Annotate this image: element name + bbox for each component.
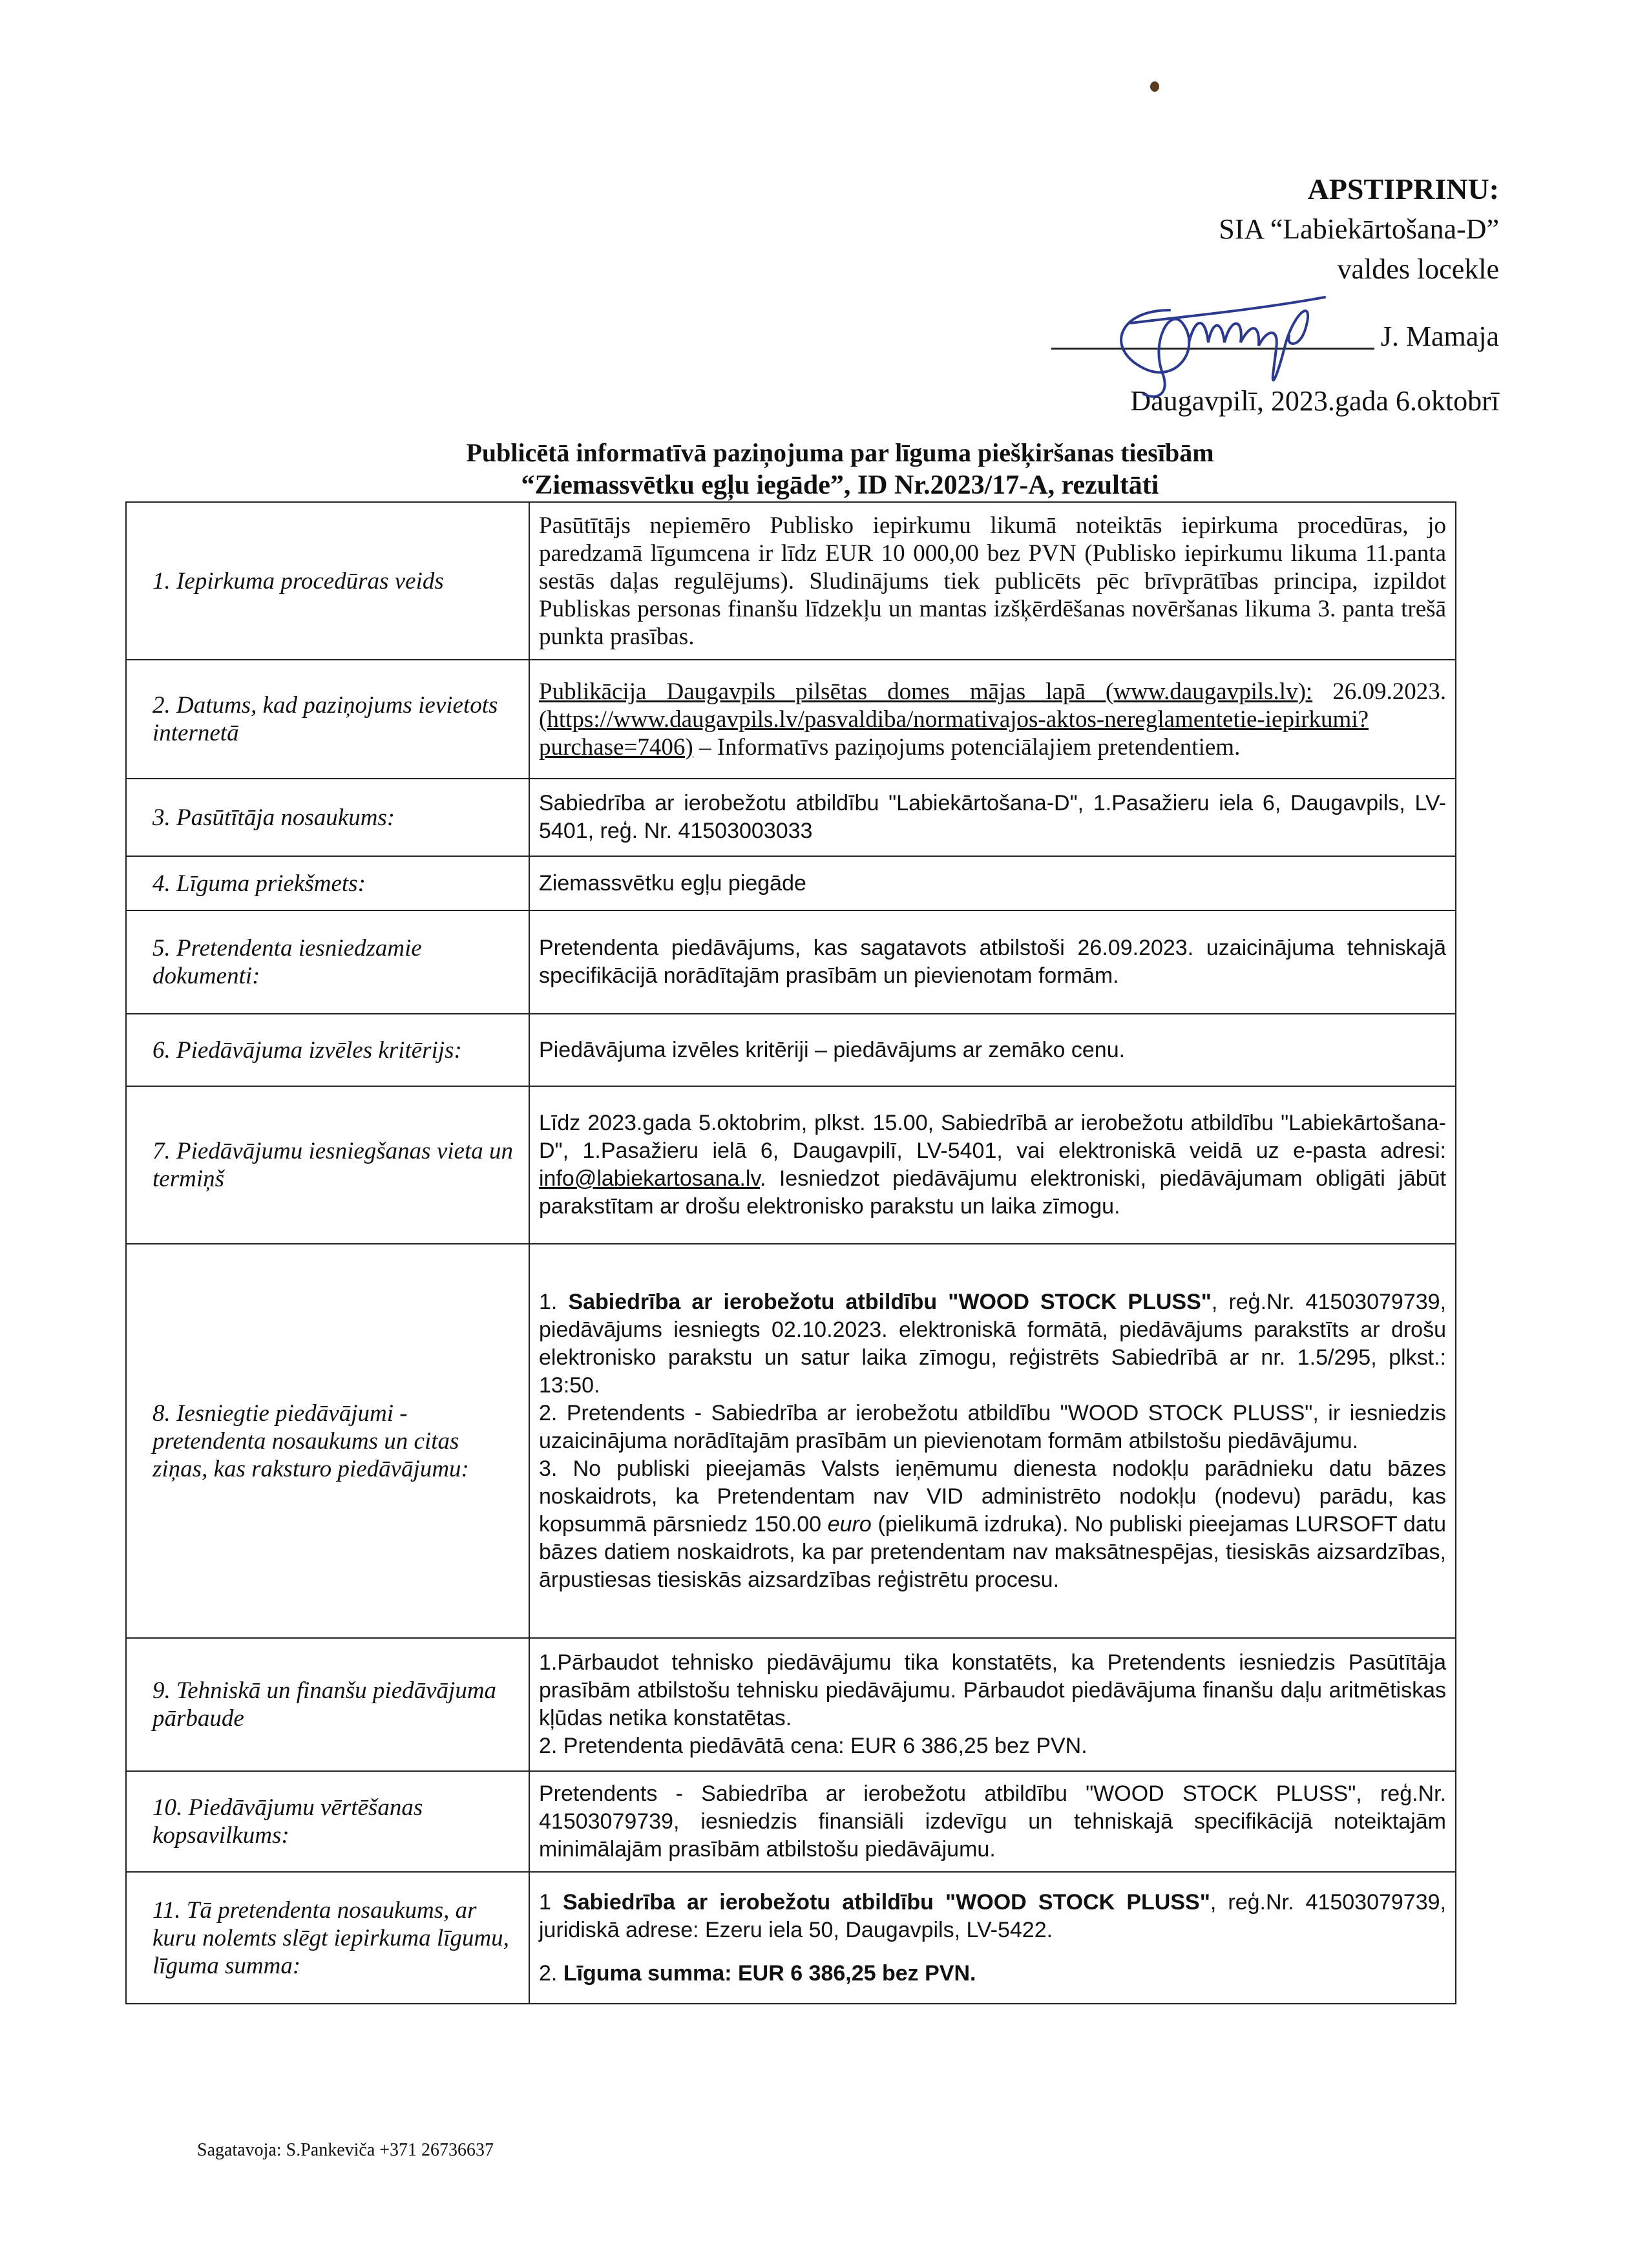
publication-url[interactable]: (https://www.daugavpils.lv/pasvaldiba/normativajos-aktos-nereglamentetie-iepirkumi?purchase=7406)	[539, 706, 1369, 761]
row-value	[529, 1086, 1456, 1244]
tax-check-text: 3. No publiski pieejamās Valsts ieņēmumu dienesta nodokļu parādnieku datu bāzes noskaidrots, ka Pretendentam nav VID administrēto nodokļu (nodevu) parādu, kas kopsummā pārsniedz 150.00	[539, 1456, 1446, 1537]
ink-dot	[1150, 81, 1159, 92]
prepared-by: Sagatavoja: S.Pankeviča +371 26736637	[197, 2140, 494, 2160]
item-number: 1	[539, 1889, 551, 1915]
publication-link[interactable]: Publikācija Daugavpils pilsētas domes mājas lapā (www.daugavpils.lv):	[539, 678, 1313, 705]
email-link[interactable]: info@labiekartosana.lv	[539, 1166, 760, 1191]
offer-paragraph-2: 2. Pretendents - Sabiedrība ar ierobežotu atbildību "WOOD STOCK PLUSS", ir iesniedzis uzaicinājuma norādītajām prasībām un pievienotam formām atbilstošu piedāvājumu.	[539, 1400, 1446, 1453]
table-row	[126, 1638, 1456, 1771]
row-label: 6. Piedāvājuma izvēles kritērijs:	[126, 1014, 529, 1086]
row-label: 10. Piedāvājumu vērtēšanas kopsavilkums:	[126, 1771, 529, 1872]
row-value: Ziemassvētku egļu piegāde	[529, 856, 1456, 910]
row-label: 2. Datums, kad paziņojums ievietots internetā	[126, 660, 529, 779]
publication-note: – Informatīvs paziņojums potenciālajiem pretendentiem.	[698, 733, 1241, 761]
row-value: Piedāvājuma izvēles kritēriji – piedāvājums ar zemāko cenu.	[529, 1014, 1456, 1086]
table-row	[126, 660, 1456, 779]
table-row	[126, 502, 1456, 660]
offer-paragraph-3	[539, 1455, 1446, 1594]
document-heading	[246, 437, 1434, 501]
handwritten-signature	[1092, 271, 1376, 401]
row-value	[529, 660, 1456, 779]
offer-paragraph-1	[539, 1288, 1446, 1400]
row-value: Pasūtītājs nepiemēro Publisko iepirkumu likumā noteiktās iepirkuma procedūras, jo paredzamā līgumcena ir līdz EUR 10 000,00 bez PVN (Publisko iepirkumu likuma 11.panta sestās daļas regulējums). Sludinājums tiek publicēts pēc brīvprātības principa, izpildot Publiskas personas finanšu līdzekļu un mantas izšķērdēšanas novēršanas likuma 3. panta trešā punkta prasības.	[529, 502, 1456, 660]
row-label: 1. Iepirkuma procedūras veids	[126, 502, 529, 660]
winner-paragraph	[539, 1889, 1446, 1944]
table-row	[126, 856, 1456, 910]
row-value	[529, 1872, 1456, 2004]
approval-company: SIA “Labiekārtošana-D”	[1219, 213, 1499, 245]
row-label: 9. Tehniskā un finanšu piedāvājuma pārbaude	[126, 1638, 529, 1771]
row-label: 8. Iesniegtie piedāvājumi - pretendenta nosaukums un citas ziņas, kas raksturo piedāvājumu:	[126, 1244, 529, 1638]
table-row	[126, 1014, 1456, 1086]
heading-line-2: “Ziemassvētku egļu iegāde”, ID Nr.2023/17-A, rezultāti	[521, 470, 1159, 500]
publication-date: 26.09.2023.	[1332, 678, 1447, 705]
table-row	[126, 1244, 1456, 1638]
deadline-text-rest: . Iesniedzot piedāvājumu elektroniski, piedāvājumam obligāti jābūt parakstītam ar drošu elektronisko parakstu un laika zīmogu.	[539, 1166, 1446, 1219]
table-row	[126, 1771, 1456, 1872]
check-paragraph-1: 1.Pārbaudot tehnisko piedāvājumu tika konstatēts, ka Pretendents iesniedzis Pasūtītāja prasībām atbilstošu tehnisku piedāvājumu. Pārbaudot piedāvājuma finanšu daļu aritmētiskas kļūdas netika konstatētas.	[539, 1650, 1446, 1730]
deadline-text: Līdz 2023.gada 5.oktobrim, plkst. 15.00, Sabiedrībā ar ierobežotu atbildību "Labiekārtošana-D", 1.Pasažieru ielā 6, Daugavpilī, LV-5401, vai elektroniskā veidā uz e-pasta adresi:	[539, 1111, 1446, 1163]
item-number: 2.	[539, 1960, 558, 1986]
place-date: Daugavpilī, 2023.gada 6.oktobrī	[1130, 385, 1499, 417]
results-table	[125, 501, 1456, 2004]
row-label: 3. Pasūtītāja nosaukums:	[126, 779, 529, 856]
row-value: Pretendents - Sabiedrība ar ierobežotu atbildību "WOOD STOCK PLUSS", reģ.Nr. 41503079739, iesniedzis finansiāli izdevīgu un tehniskajā specifikācijā noteiktajām minimālajām prasībām atbilstošu piedāvājumu.	[529, 1771, 1456, 1872]
row-label: 11. Tā pretendenta nosaukums, ar kuru nolemts slēgt iepirkuma līgumu, līguma summa:	[126, 1872, 529, 2004]
currency-word: euro	[827, 1511, 872, 1537]
row-value: Pretendenta piedāvājums, kas sagatavots atbilstoši 26.09.2023. uzaicinājuma tehniskajā specifikācijā norādītajām prasībām un pievienotam formām.	[529, 910, 1456, 1014]
bidder-name: Sabiedrība ar ierobežotu atbildību "WOOD STOCK PLUSS"	[568, 1289, 1212, 1314]
winner-details: , reģ.Nr. 41503079739, juridiskā adrese: Ezeru iela 50, Daugavpils, LV-5422.	[539, 1889, 1446, 1942]
row-label: 5. Pretendenta iesniedzamie dokumenti:	[126, 910, 529, 1014]
table-row	[126, 1872, 1456, 2004]
signer-name: J. Mamaja	[1380, 320, 1499, 352]
tax-check-rest: (pielikumā izdruka). No publiski pieejamas LURSOFT datu bāzes datiem noskaidrots, ka par pretendentam nav maksātnespējas, tiesiskās aizsardzības, ārpustiesas tiesiskās aizsardzības reģistrētu procesu.	[539, 1511, 1446, 1592]
row-label: 4. Līguma priekšmets:	[126, 856, 529, 910]
item-number: 1.	[539, 1289, 558, 1314]
approval-title: APSTIPRINU:	[1307, 173, 1499, 205]
row-value	[529, 1244, 1456, 1638]
contract-sum-paragraph	[539, 1960, 1446, 1988]
row-value	[529, 1638, 1456, 1771]
row-value: Sabiedrība ar ierobežotu atbildību "Labiekārtošana-D", 1.Pasažieru iela 6, Daugavpils, LV-5401, reģ. Nr. 41503003033	[529, 779, 1456, 856]
table-row	[126, 910, 1456, 1014]
offer-details: , reģ.Nr. 41503079739, piedāvājums iesniegts 02.10.2023. elektroniskā formātā, piedāvājums parakstīts ar drošu elektronisko parakstu un satur laika zīmogu, reģistrēts Sabiedrībā ar nr. 1.5/295, plkst.: 13:50.	[539, 1289, 1446, 1398]
heading-line-1: Publicētā informatīvā paziņojuma par līguma piešķiršanas tiesībām	[466, 438, 1214, 467]
contract-sum: Līguma summa: EUR 6 386,25 bez PVN.	[563, 1960, 976, 1986]
table-row	[126, 779, 1456, 856]
approval-role: valdes locekle	[1337, 253, 1499, 285]
row-label: 7. Piedāvājumu iesniegšanas vieta un termiņš	[126, 1086, 529, 1244]
table-row	[126, 1086, 1456, 1244]
offered-price: 2. Pretendenta piedāvātā cena: EUR 6 386,25 bez PVN.	[539, 1734, 1087, 1758]
winner-name: Sabiedrība ar ierobežotu atbildību "WOOD STOCK PLUSS"	[563, 1889, 1210, 1915]
